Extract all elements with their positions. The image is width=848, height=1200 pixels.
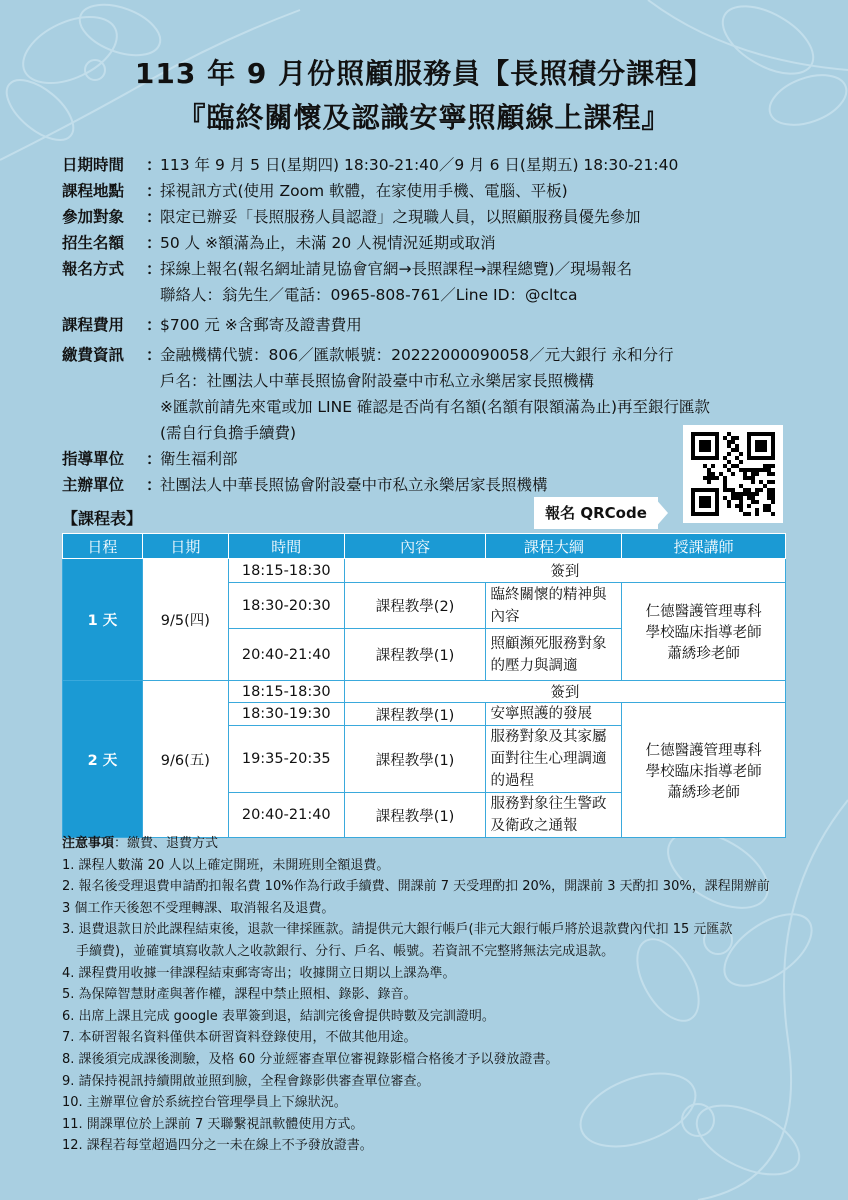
- notes-section: [62, 833, 802, 1157]
- qrcode-label: 報名 QRCode: [534, 497, 658, 529]
- info-row-signup: 報名方式 ： 採線上報名(報名網址請見協會官網→長照課程→課程總覽)／現場報名 聯絡人：翁先生／電話：0965-808-761／Line ID：@cltca: [62, 256, 802, 308]
- header-day: 日程: [63, 534, 143, 559]
- day-cell: 1 天: [63, 559, 143, 681]
- content-cell: 課程教學(1): [344, 726, 486, 793]
- teacher-school: 仁德醫護管理專科: [645, 742, 762, 759]
- bank-account: 金融機構代號：806／匯款帳號：20222000090058／元大銀行 永和分行: [160, 346, 674, 364]
- teacher-name: 蕭綉珍老師: [667, 784, 740, 801]
- info-row-fee: 課程費用 ： $700 元 ※含郵寄及證書費用: [62, 312, 802, 338]
- date-label: 日期時間: [62, 156, 125, 174]
- signup-label: 報名方式: [62, 260, 125, 278]
- outline-cell: 照顧瀕死服務對象的壓力與調適: [486, 629, 622, 681]
- guide-value: 衛生福利部: [160, 450, 238, 468]
- audience-label: 參加對象: [62, 208, 125, 226]
- content-cell: 課程教學(1): [344, 793, 486, 838]
- outline-cell: 臨終關懷的精神與內容: [486, 583, 622, 629]
- note-item: 9. 請保持視訊持續開啟並照到臉，全程會錄影供審查單位審查。: [62, 1073, 430, 1089]
- content-cell: 課程教學(1): [344, 703, 486, 726]
- payment-note: ※匯款前請先來電或加 LINE 確認是否尚有名額(名額有限額滿為止)再至銀行匯款: [160, 398, 711, 416]
- schedule-title: 【課程表】: [62, 509, 143, 528]
- outline-cell: 安寧照護的發展: [486, 703, 622, 726]
- info-row-guide: 指導單位 ： 衛生福利部: [62, 446, 802, 472]
- account-name: 戶名：社團法人中華長照協會附設臺中市私立永樂居家長照機構: [160, 372, 595, 390]
- payment-fee-note: (需自行負擔手續費): [160, 424, 297, 442]
- quota-label: 招生名額: [62, 234, 125, 252]
- fee-value: $700 元 ※含郵寄及證書費用: [160, 316, 362, 334]
- schedule-table: [62, 533, 786, 838]
- header-date: 日期: [142, 534, 228, 559]
- note-item: 11. 開課單位於上課前 7 天聯繫視訊軟體使用方式。: [62, 1116, 364, 1132]
- quota-value: 50 人 ※額滿為止，未滿 20 人視情況延期或取消: [160, 234, 496, 252]
- time-cell: 20:40-21:40: [228, 629, 344, 681]
- content-cell: 課程教學(2): [344, 583, 486, 629]
- location-value: 採視訊方式(使用 Zoom 軟體，在家使用手機、電腦、平板): [160, 182, 568, 200]
- table-row: [63, 681, 786, 703]
- outline-cell: 服務對象及其家屬面對往生心理調適的過程: [486, 726, 622, 793]
- note-item: 7. 本研習報名資料僅供本研習資料登錄使用，不做其他用途。: [62, 1030, 417, 1046]
- notes-title: 注意事項: [62, 836, 115, 851]
- checkin-cell: 簽到: [344, 559, 785, 583]
- note-item: 4. 課程費用收據一律課程結束郵寄寄出；收據開立日期以上課為準。: [62, 965, 456, 981]
- teacher-title: 學校臨床指導老師: [645, 625, 762, 641]
- guide-label: 指導單位: [62, 450, 125, 468]
- info-row-location: 課程地點 ： 採視訊方式(使用 Zoom 軟體，在家使用手機、電腦、平板): [62, 178, 802, 204]
- info-row-host: 主辦單位 ： 社團法人中華長照協會附設臺中市私立永樂居家長照機構: [62, 472, 802, 498]
- note-item: 6. 出席上課且完成 google 表單簽到退，結訓完後會提供時數及完訓證明。: [62, 1008, 495, 1024]
- page-title-line2: 『臨終關懷及認識安寧照顧線上課程』: [177, 101, 671, 134]
- signup-method: 採線上報名(報名網址請見協會官網→長照課程→課程總覽)／現場報名: [160, 260, 633, 278]
- teacher-title: 學校臨床指導老師: [645, 763, 762, 780]
- fee-label: 課程費用: [62, 316, 125, 334]
- header-teacher: 授課講師: [622, 534, 786, 559]
- audience-value: 限定已辦妥「長照服務人員認證」之現職人員，以照顧服務員優先參加: [160, 208, 641, 226]
- info-row-date: 日期時間 ： 113 年 9 月 5 日(星期四) 18:30-21:40／9 月 6 日(星期五) 18:30-21:40: [62, 152, 802, 178]
- payment-label: 繳費資訊: [62, 346, 125, 364]
- checkin-cell: 簽到: [344, 681, 785, 703]
- info-row-quota: 招生名額 ： 50 人 ※額滿為止，未滿 20 人視情況延期或取消: [62, 230, 802, 256]
- location-label: 課程地點: [62, 182, 125, 200]
- contact-info: 聯絡人：翁先生／電話：0965-808-761／Line ID：@cltca: [160, 286, 578, 304]
- qrcode-pointer: [654, 497, 668, 529]
- content-cell: 課程教學(1): [344, 629, 486, 681]
- host-label: 主辦單位: [62, 476, 125, 494]
- time-cell: 18:30-20:30: [228, 583, 344, 629]
- date-cell: 9/5(四): [142, 559, 228, 681]
- note-item: 3 個工作天後恕不受理轉課、取消報名及退費。: [62, 900, 335, 916]
- table-header-row: [63, 534, 786, 559]
- time-cell: 18:15-18:30: [228, 681, 344, 703]
- note-item: 8. 課後須完成課後測驗，及格 60 分並經審查單位審視錄影檔合格後才予以發放證書。: [62, 1051, 559, 1067]
- date-cell: 9/6(五): [142, 681, 228, 838]
- outline-cell: 服務對象往生警政及衛政之通報: [486, 793, 622, 838]
- teacher-cell: [622, 703, 786, 838]
- teacher-name: 蕭綉珍老師: [667, 646, 740, 662]
- teacher-school: 仁德醫護管理專科: [645, 604, 762, 620]
- day-cell: 2 天: [63, 681, 143, 838]
- header-time: 時間: [228, 534, 344, 559]
- time-cell: 18:30-19:30: [228, 703, 344, 726]
- qrcode-icon: [691, 432, 775, 516]
- time-cell: 20:40-21:40: [228, 793, 344, 838]
- signup-qrcode[interactable]: [683, 425, 783, 523]
- time-cell: 18:15-18:30: [228, 559, 344, 583]
- header-outline: 課程大綱: [486, 534, 622, 559]
- note-item: 手續費)，並確實填寫收款人之收款銀行、分行、戶名、帳號。若資訊不完整將無法完成退款。: [76, 943, 615, 959]
- note-item: 5. 為保障智慧財產與著作權，課程中禁止照相、錄影、錄音。: [62, 987, 417, 1003]
- note-item: 2. 報名後受理退費申請酌扣報名費 10%作為行政手續費、開課前 7 天受理酌扣 20%，開課前 3 天酌扣 30%，課程開辦前: [62, 879, 770, 895]
- info-row-audience: 參加對象 ： 限定已辦妥「長照服務人員認證」之現職人員，以照顧服務員優先參加: [62, 204, 802, 230]
- notes-subtitle: ：繳費、退費方式: [114, 836, 219, 851]
- header-content: 內容: [344, 534, 486, 559]
- note-item: 12. 課程若每堂超過四分之一未在線上不予發放證書。: [62, 1138, 373, 1154]
- info-row-payment: 繳費資訊 ： 金融機構代號：806／匯款帳號：20222000090058／元大銀行 永和分行 戶名：社團法人中華長照協會附設臺中市私立永樂居家長照機構 ※匯款前請先來電或加 LINE 確認是否尚有名額(名額有限額滿為止)再至銀行匯款 (需自行負擔手續費): [62, 342, 802, 446]
- page-title-line1: 113 年 9 月份照顧服務員【長照積分課程】: [134, 57, 714, 90]
- teacher-cell: [622, 583, 786, 681]
- time-cell: 19:35-20:35: [228, 726, 344, 793]
- note-item: 3. 退費退款日於此課程結束後，退款一律採匯款。請提供元大銀行帳戶(非元大銀行帳戶將於退款費內代扣 15 元匯款: [62, 922, 733, 938]
- date-value: 113 年 9 月 5 日(星期四) 18:30-21:40／9 月 6 日(星期五) 18:30-21:40: [160, 156, 679, 174]
- host-value: 社團法人中華長照協會附設臺中市私立永樂居家長照機構: [160, 476, 548, 494]
- table-row: [63, 559, 786, 583]
- note-item: 1. 課程人數滿 20 人以上確定開班，未開班則全額退費。: [62, 857, 390, 873]
- notes-heading: [62, 833, 802, 855]
- note-item: 10. 主辦單位會於系統控台管理學員上下線狀況。: [62, 1095, 347, 1111]
